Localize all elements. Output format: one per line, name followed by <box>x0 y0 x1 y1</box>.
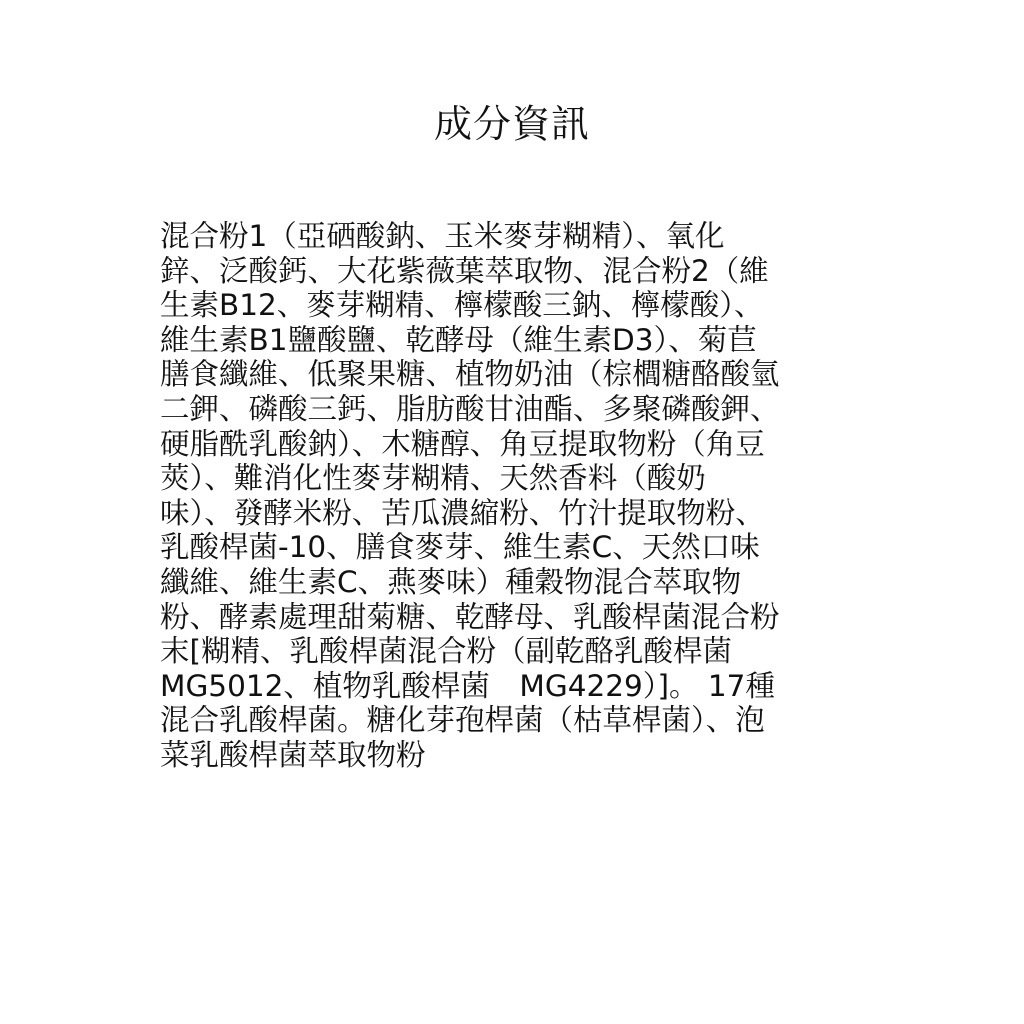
ingredient-line: 粉、酵素處理甜菊糖、乾酵母、乳酸桿菌混合粉 <box>160 599 780 634</box>
ingredient-line: 二鉀、磷酸三鈣、脂肪酸甘油酯、多聚磷酸鉀、 <box>160 391 780 426</box>
ingredient-list <box>160 219 870 773</box>
ingredient-line: 菜乳酸桿菌萃取物粉 <box>160 737 426 772</box>
ingredient-line: 生素B12、麥芽糊精、檸檬酸三鈉、檸檬酸）、 <box>160 288 764 323</box>
ingredient-line: MG5012、植物乳酸桿菌 MG4229）]。 17種 <box>160 668 775 703</box>
ingredient-line: 末[糊精、乳酸桿菌混合粉（副乾酪乳酸桿菌 <box>160 634 733 669</box>
ingredient-line: 混合乳酸桿菌。糖化芽孢桿菌（枯草桿菌）、泡 <box>160 703 765 738</box>
ingredient-line: 味）、發酵米粉、苦瓜濃縮粉、竹汁提取物粉、 <box>160 495 765 530</box>
ingredient-line: 纖維、維生素C、燕麥味）種穀物混合萃取物 <box>160 564 742 599</box>
ingredient-line: 莢）、難消化性麥芽糊精、天然香料（酸奶 <box>160 461 706 496</box>
ingredient-line: 鋅、泛酸鈣、大花紫薇葉萃取物、混合粉2（維 <box>160 253 769 288</box>
ingredient-line: 維生素B1鹽酸鹽、乾酵母（維生素D3）、菊苣 <box>160 322 757 357</box>
page-title: 成分資訊 <box>433 102 590 146</box>
ingredient-line: 硬脂酰乳酸鈉）、木糖醇、角豆提取物粉（角豆 <box>160 426 765 461</box>
ingredient-line: 混合粉1（亞硒酸鈉、玉米麥芽糊精）、氧化 <box>160 219 725 253</box>
ingredient-line: 膳食纖維、低聚果糖、植物奶油（棕櫚糖酪酸氫 <box>160 357 780 392</box>
ingredient-line: 乳酸桿菌-10、膳食麥芽、維生素C、天然口味 <box>160 530 760 565</box>
